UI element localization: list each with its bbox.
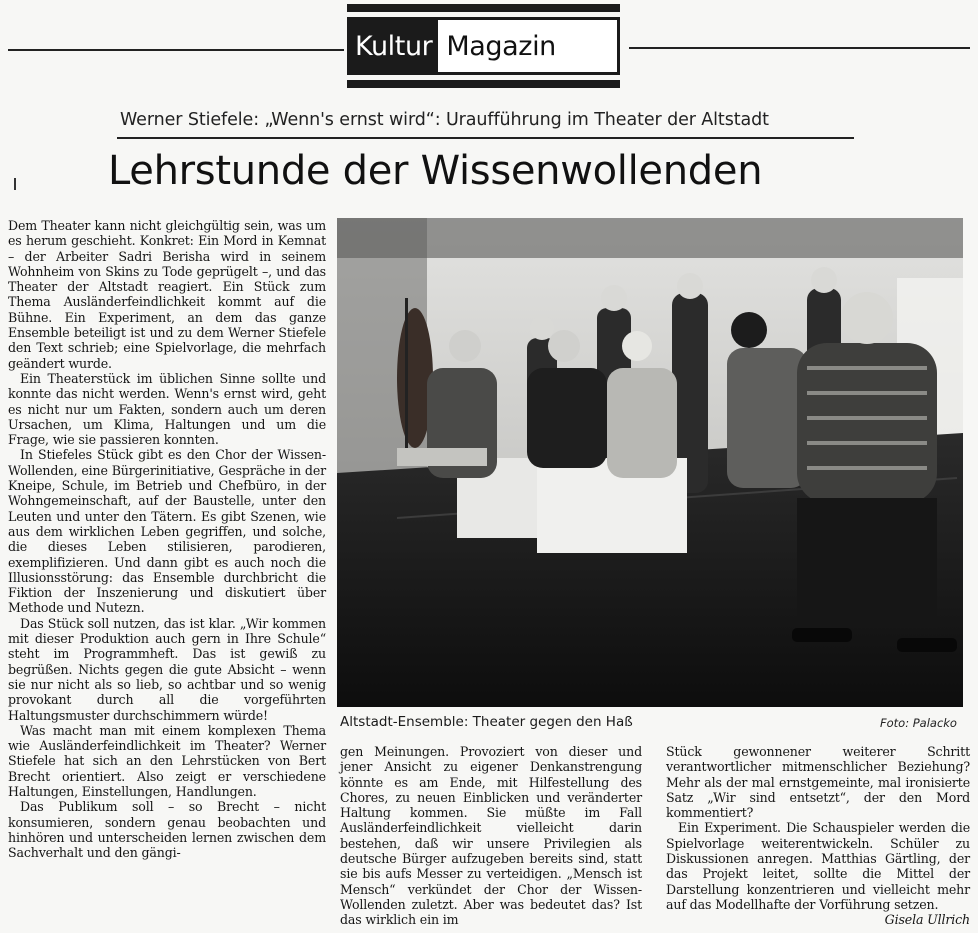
paragraph: Ein Experiment. Die Schauspieler werden die Spielvorlage weiterentwickeln. Schüler zu Diskussionen anregen. Matthias Gärtling, der das Projekt leitet, sollte die Mittel der Darstellung konzentrieren und vielleicht mehr auf das Modellhafte der Vorführung setzen. <box>666 820 970 912</box>
kicker: Werner Stiefele: „Wenn's ernst wird“: Uraufführung im Theater der Altstadt <box>120 110 769 130</box>
ensemble-photo <box>337 218 963 707</box>
masthead-bottom-bar <box>347 80 620 88</box>
headline: Lehrstunde der Wissenwollenden <box>108 148 763 194</box>
photo-credit: Foto: Palacko <box>880 716 957 730</box>
author-signature: Gisela Ullrich <box>884 912 970 928</box>
photo-image <box>337 218 963 707</box>
column-1 <box>8 218 326 860</box>
kicker-underline <box>117 137 854 139</box>
paragraph: Ein Theaterstück im üblichen Sinne sollte und konnte das nicht werden. Wenn's ernst wird, geht es nicht nur um Fakten, sondern auch um deren Ursachen, um Klima, Haltungen und um die Frage, wie sie passieren konnten. <box>8 370 326 448</box>
paragraph: gen Meinungen. Provoziert von dieser und jener Ansicht zu eigener Denkanstrengung könnte es am Ende, mit Hilfestellung des Chores, zu neuen Einblicken und veränderter Haltung kommen. Sie müßte im Fall Ausländerfeindlichkeit vielleicht darin bestehen, daß wir unsere Privilegien als deutsche Bürger aufzugeben bereits sind, statt sie bis aufs Messer zu verteidigen. „Mensch ist Mensch“ verkündet der Chor der Wissen-Wollenden zuletzt. Aber was bedeutet das? Ist das wirklich ein im <box>340 744 642 928</box>
paragraph: Stück gewonnener weiterer Schritt verantwortlicher mitmenschlicher Beziehung? Mehr als der mal ernstgemeinte, mal ironisierte Satz „Wir sind entsetzt“, der den Mord kommentiert? <box>666 744 970 821</box>
paragraph: Dem Theater kann nicht gleichgültig sein, was um es herum geschieht. Konkret: Ein Mord in Kemnat – der Arbeiter Sadri Berisha wird in seinem Wohnheim von Skins zu Tode geprügelt –, und das Theater der Altstadt reagiert. Ein Stück zum Thema Ausländerfeindlichkeit kommt auf die Bühne. Ein Experiment, an dem das ganze Ensemble beteiligt ist und zu dem Werner Stiefele den Text schrieb; eine Spielvorlage, die mehrfach geändert wurde. <box>8 218 326 371</box>
masthead-rule-right <box>629 47 970 49</box>
column-3 <box>666 744 970 928</box>
paragraph: In Stiefeles Stück gibt es den Chor der Wissen-Wollenden, eine Bürgerinitiative, Gespräche in der Kneipe, Schule, im Betrieb und Chefbüro, in der Wohngemeinschaft, auf der Baustelle, unter den Leuten und unter den Tätern. Es gibt Szenen, wie aus dem wirklichen Leben gegriffen, und solche, die dieses Leben stilisieren, parodieren, exemplifizieren. Und dann gibt es auch noch die Illusionsstörung: das Ensemble durchbricht die Fiktion der Inszenierung und diskutiert über Methode und Nutezn. <box>8 447 326 616</box>
masthead-rule-left <box>8 49 344 51</box>
photo-caption: Altstadt-Ensemble: Theater gegen den Haß <box>340 714 633 730</box>
masthead-magazin: Magazin <box>446 30 556 62</box>
margin-mark <box>14 178 16 190</box>
column-2 <box>340 744 642 928</box>
paragraph: Das Stück soll nutzen, das ist klar. „Wir kommen mit dieser Produktion auch gern in Ihre Schule“ steht im Programmheft. Das ist gewiß zu begrüßen. Nichts gegen die gute Absicht – wenn sie nur nicht als so lieb, so achtbar und so wenig provokant durch all die vorgeführten Haltungsmuster durchschimmern würde! <box>8 615 326 723</box>
masthead-kultur: Kultur <box>350 20 438 72</box>
masthead <box>347 17 620 75</box>
paragraph: Was macht man mit einem komplexen Thema wie Ausländerfeindlichkeit im Theater? Werner Stiefele hat sich an den Lehrstücken von Bert Brecht orientiert. Also zeigt er verschiedene Haltungen, Einstellungen, Handlungen. <box>8 722 326 799</box>
paragraph: Das Publikum soll – so Brecht – nicht konsumieren, sondern genau beobachten und hinhören und unterscheiden lernen zwischen dem Sachverhalt und den gängi- <box>8 799 326 861</box>
masthead-top-bar <box>347 4 620 12</box>
